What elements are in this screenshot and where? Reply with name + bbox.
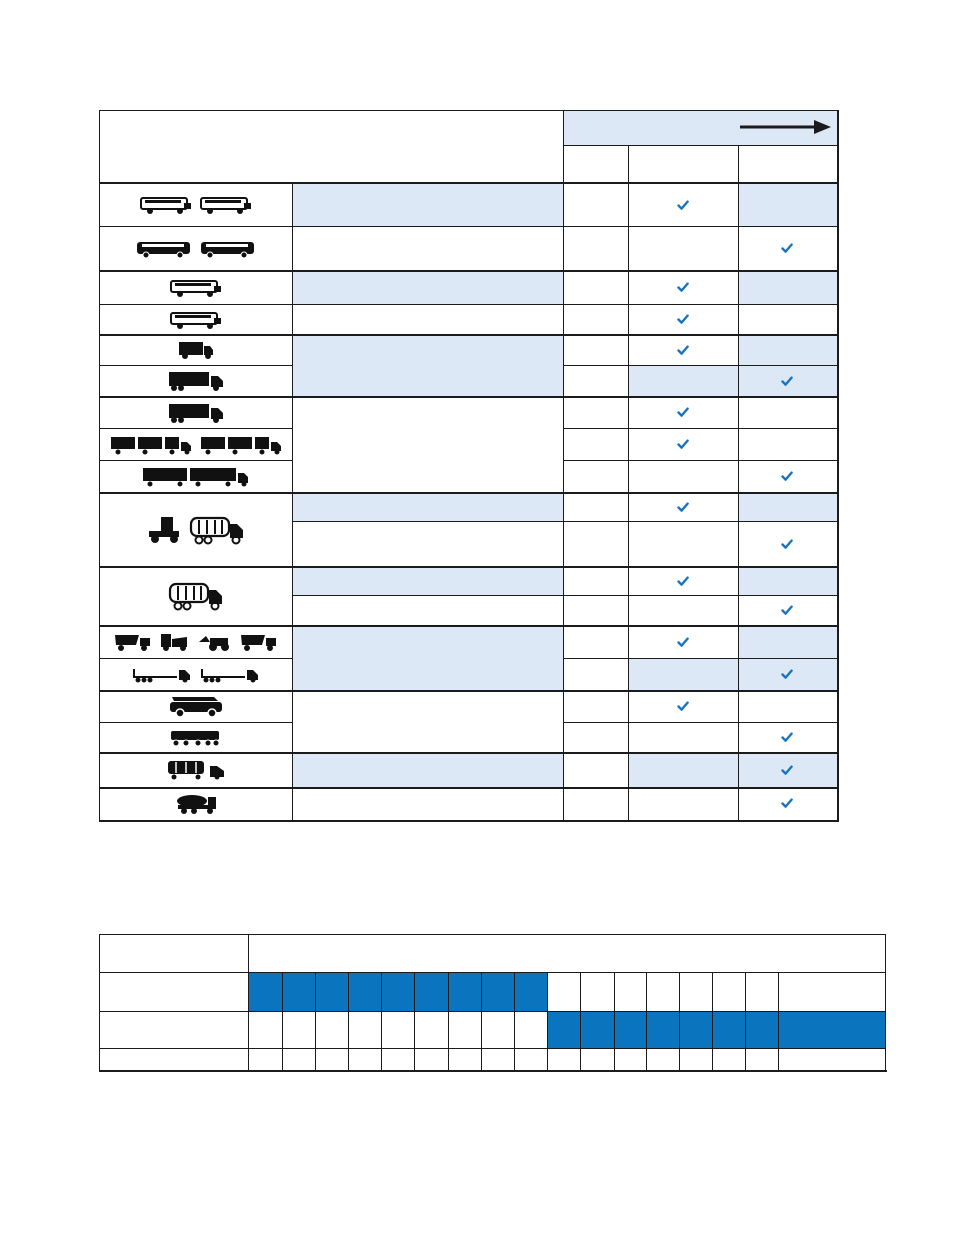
check-icon xyxy=(677,636,691,650)
long-combination-icon xyxy=(142,466,250,488)
vehicle-group xyxy=(168,581,224,611)
band-divider xyxy=(381,972,382,1072)
semi-icon xyxy=(168,402,224,424)
band-divider xyxy=(547,972,548,1072)
check-icon xyxy=(677,281,691,295)
band-divider xyxy=(679,972,680,1072)
vehicle-group xyxy=(170,310,222,330)
semi-icon xyxy=(168,370,224,392)
vehicle-group xyxy=(178,340,214,360)
band-cell xyxy=(580,1012,614,1048)
vehicle-group xyxy=(147,515,245,545)
band-divider xyxy=(646,972,647,1072)
check-icon xyxy=(677,438,691,452)
vehicle-group xyxy=(132,666,260,684)
vehicle-group xyxy=(136,239,256,259)
check-icon xyxy=(781,797,795,811)
check-icon xyxy=(677,406,691,420)
coach-icon xyxy=(136,239,192,259)
check-icon xyxy=(781,731,795,745)
band-divider xyxy=(614,972,615,1072)
box-truck-icon xyxy=(178,340,214,360)
check-icon xyxy=(781,538,795,552)
band-divider xyxy=(712,972,713,1072)
vehicle-group xyxy=(110,434,282,456)
band-divider xyxy=(481,972,482,1072)
band-cell xyxy=(315,973,348,1011)
band-cell xyxy=(614,1012,646,1048)
band-cell xyxy=(348,973,381,1011)
vehicle-group xyxy=(170,728,222,748)
bus-icon xyxy=(140,195,192,215)
vehicle-group xyxy=(168,370,224,392)
band-cell xyxy=(381,973,414,1011)
band-cell xyxy=(778,1012,885,1048)
wheel-loader-icon xyxy=(198,632,232,652)
band-cell xyxy=(712,1012,745,1048)
check-icon xyxy=(781,764,795,778)
band-divider xyxy=(580,972,581,1072)
band-divider xyxy=(778,972,779,1072)
band-cell xyxy=(679,1012,712,1048)
check-icon xyxy=(677,313,691,327)
band-cell xyxy=(514,973,547,1011)
band-divider xyxy=(448,972,449,1072)
band-cell xyxy=(745,1012,778,1048)
vehicle-group xyxy=(114,632,278,652)
check-icon xyxy=(677,501,691,515)
check-icon xyxy=(781,604,795,618)
heavy-hauler-icon xyxy=(170,728,222,748)
band-cell xyxy=(249,973,282,1011)
tractor-icon xyxy=(147,515,181,545)
band-divider xyxy=(348,972,349,1072)
dump-truck-icon xyxy=(114,632,152,652)
vehicle-group xyxy=(166,759,226,781)
band-cell xyxy=(547,1012,580,1048)
vehicle-group xyxy=(168,402,224,424)
arrow-right-icon xyxy=(740,119,832,135)
band-cell xyxy=(481,973,514,1011)
band-cell xyxy=(282,973,315,1011)
vehicle-group xyxy=(174,793,218,815)
band-divider xyxy=(745,972,746,1072)
band-divider xyxy=(315,972,316,1072)
check-icon xyxy=(781,242,795,256)
band-cell xyxy=(646,1012,679,1048)
dump-truck-icon xyxy=(240,632,278,652)
cement-truck-icon xyxy=(160,632,190,652)
double-trailer-icon xyxy=(200,434,282,456)
vehicle-group xyxy=(170,278,222,298)
tanker-icon xyxy=(166,759,226,781)
mixer-icon xyxy=(174,793,218,815)
crane-truck-icon xyxy=(168,695,224,719)
coach-icon xyxy=(200,239,256,259)
flatbed-icon xyxy=(200,666,260,684)
vehicle-group xyxy=(142,466,250,488)
band-cell xyxy=(414,973,448,1011)
check-icon xyxy=(781,470,795,484)
vehicle-group xyxy=(140,195,252,215)
check-icon xyxy=(781,375,795,389)
bus-icon xyxy=(170,310,222,330)
check-icon xyxy=(677,575,691,589)
check-icon xyxy=(677,700,691,714)
refuse-truck-icon xyxy=(168,581,224,611)
check-icon xyxy=(781,668,795,682)
vehicle-group xyxy=(168,695,224,719)
flatbed-icon xyxy=(132,666,192,684)
bus-icon xyxy=(170,278,222,298)
bus-icon xyxy=(200,195,252,215)
band-cell xyxy=(448,973,481,1011)
band-divider xyxy=(282,972,283,1072)
refuse-truck-icon xyxy=(189,515,245,545)
double-trailer-icon xyxy=(110,434,192,456)
check-icon xyxy=(677,344,691,358)
band-divider xyxy=(414,972,415,1072)
band-divider xyxy=(514,972,515,1072)
check-icon xyxy=(677,199,691,213)
